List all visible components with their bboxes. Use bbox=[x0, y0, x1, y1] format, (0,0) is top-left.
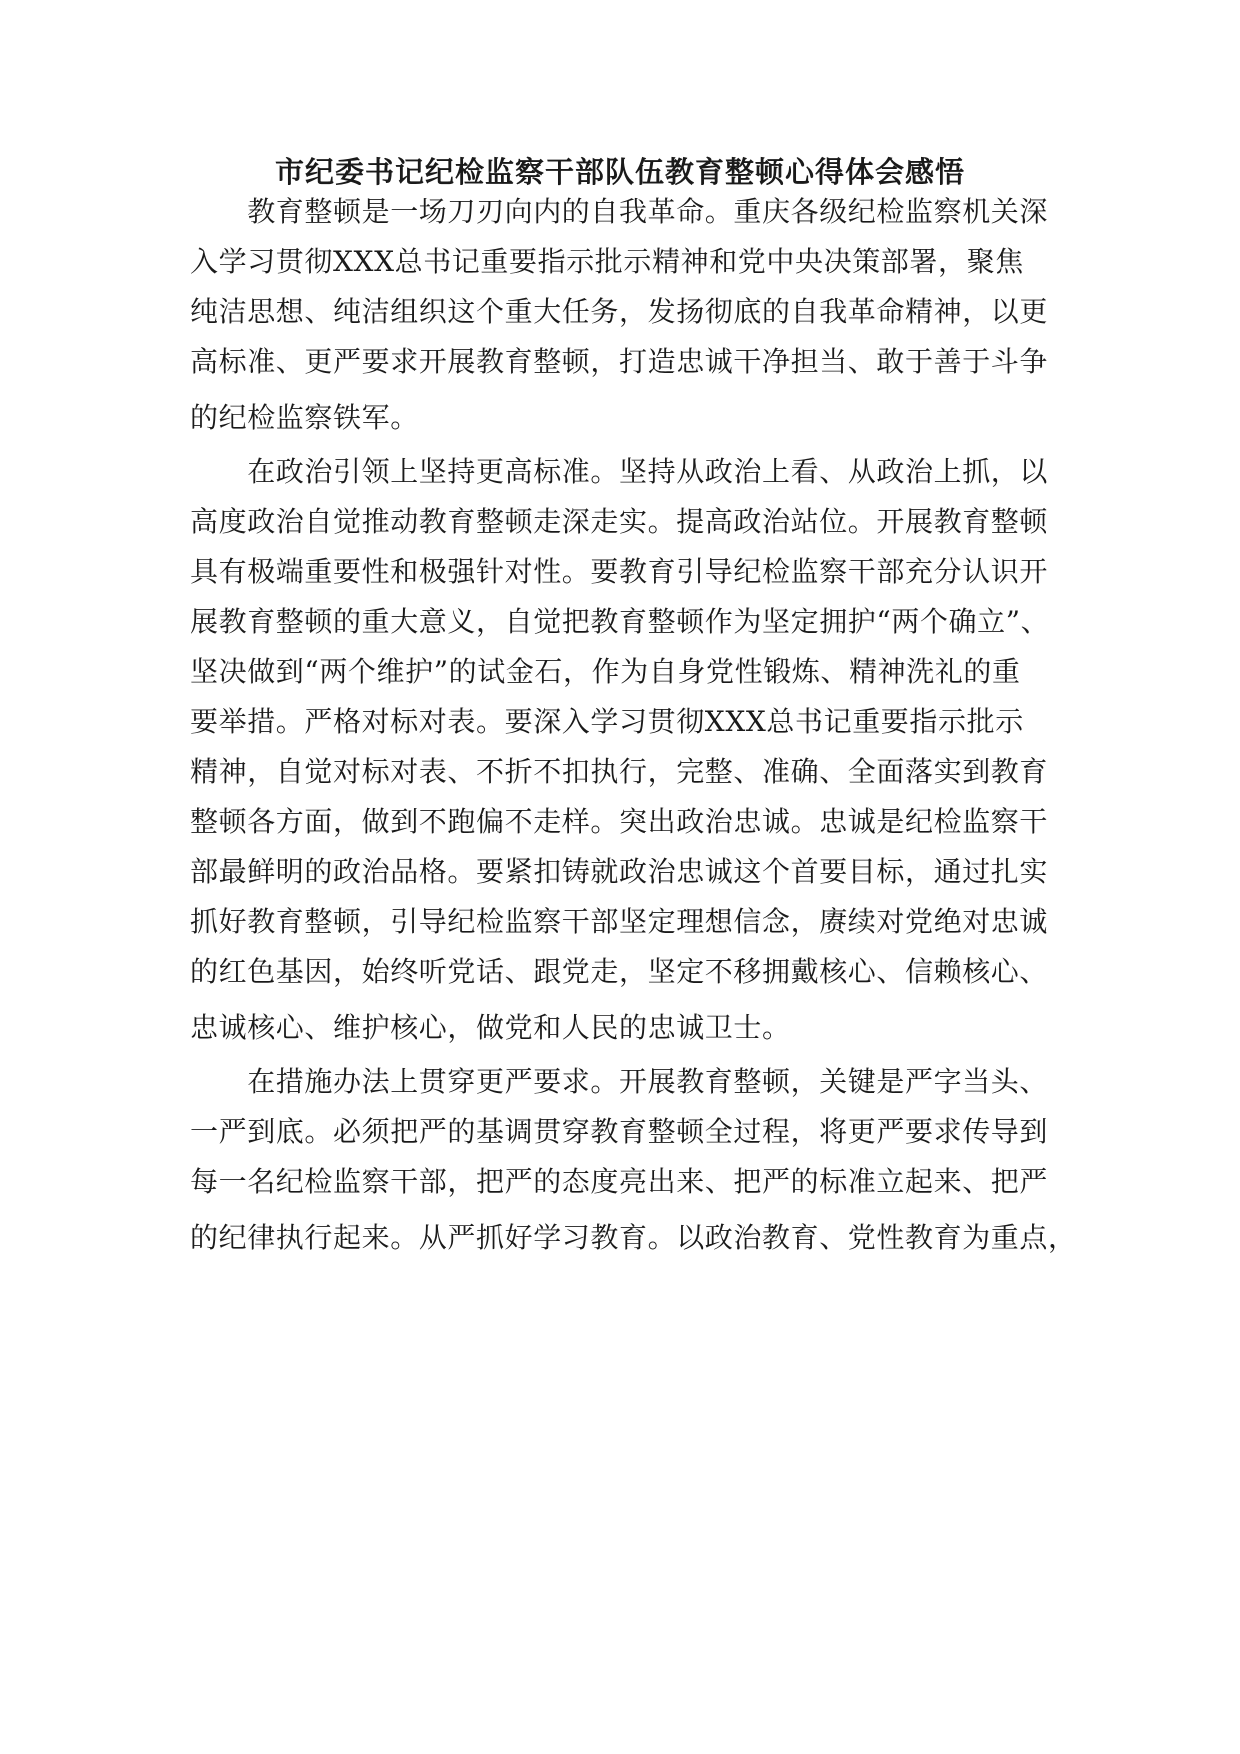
text-line: 要举措。严格对标对表。要深入学习贯彻XXX总书记重要指示批示 bbox=[190, 705, 1024, 738]
text-line: 高标准、更严要求开展教育整顿，打造忠诚干净担当、敢于善于斗争 bbox=[190, 345, 1049, 378]
text-line: 的纪律执行起来。从严抓好学习教育。以政治教育、党性教育为重点， bbox=[190, 1221, 1077, 1254]
text-line: 精神，自觉对标对表、不折不扣执行，完整、准确、全面落实到教育 bbox=[190, 755, 1049, 788]
text-line: 坚决做到“两个维护”的试金石，作为自身党性锻炼、精神洗礼的重 bbox=[190, 655, 1021, 688]
text-line: 抓好教育整顿，引导纪检监察干部坚定理想信念，赓续对党绝对忠诚 bbox=[190, 905, 1049, 938]
text-line: 部最鲜明的政治品格。要紧扣铸就政治忠诚这个首要目标，通过扎实 bbox=[190, 855, 1049, 888]
text-line: 具有极端重要性和极强针对性。要教育引导纪检监察干部充分认识开 bbox=[190, 555, 1049, 588]
text-line: 教育整顿是一场刀刃向内的自我革命。重庆各级纪检监察机关深 bbox=[190, 195, 1049, 228]
text-line: 展教育整顿的重大意义，自觉把教育整顿作为坚定拥护“两个确立”、 bbox=[190, 605, 1050, 638]
text-line: 整顿各方面，做到不跑偏不走样。突出政治忠诚。忠诚是纪检监察干 bbox=[190, 805, 1049, 838]
text-line: 每一名纪检监察干部，把严的态度亮出来、把严的标准立起来、把严 bbox=[190, 1165, 1049, 1198]
text-line: 的纪检监察铁军。 bbox=[190, 401, 419, 434]
text-line: 的红色基因，始终听党话、跟党走，坚定不移拥戴核心、信赖核心、 bbox=[190, 955, 1049, 988]
text-line: 在措施办法上贯穿更严要求。开展教育整顿，关键是严字当头、 bbox=[190, 1065, 1049, 1098]
text-line: 高度政治自觉推动教育整顿走深走实。提高政治站位。开展教育整顿 bbox=[190, 505, 1049, 538]
text-line: 一严到底。必须把严的基调贯穿教育整顿全过程，将更严要求传导到 bbox=[190, 1115, 1049, 1148]
text-line: 在政治引领上坚持更高标准。坚持从政治上看、从政治上抓，以 bbox=[190, 455, 1049, 488]
text-line: 入学习贯彻XXX总书记重要指示批示精神和党中央决策部署，聚焦 bbox=[190, 245, 1024, 278]
text-line: 忠诚核心、维护核心，做党和人民的忠诚卫士。 bbox=[190, 1011, 791, 1044]
text-line: 纯洁思想、纯洁组织这个重大任务，发扬彻底的自我革命精神，以更 bbox=[190, 295, 1049, 328]
document-title: 市纪委书记纪检监察干部队伍教育整顿心得体会感悟 bbox=[274, 155, 965, 189]
